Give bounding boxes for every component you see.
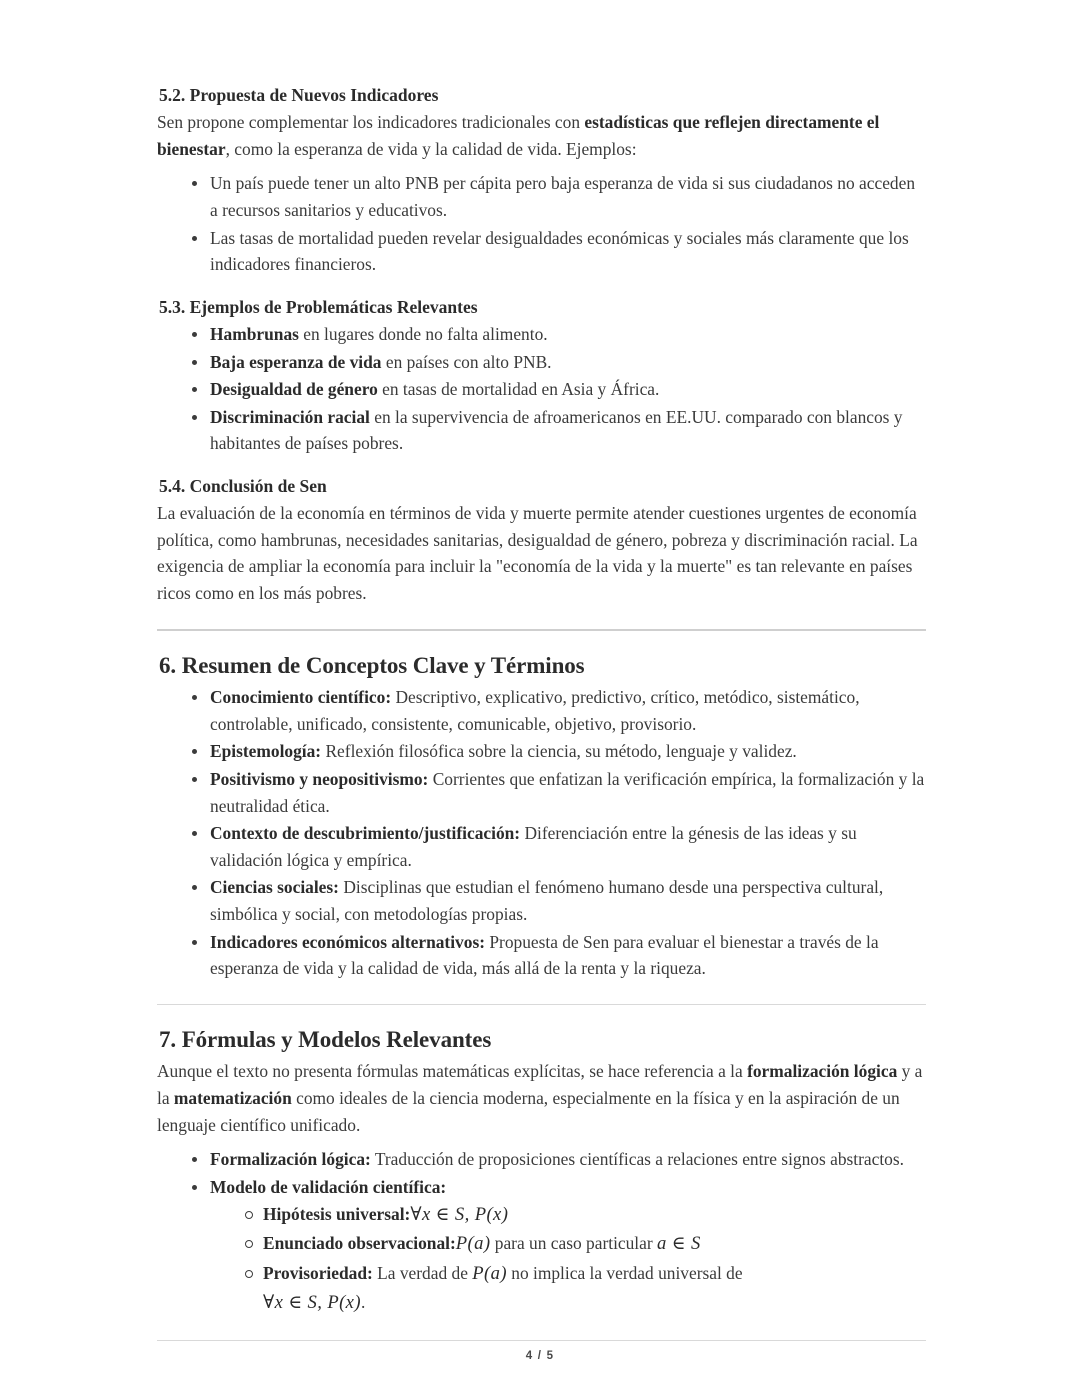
list-item-term: Positivismo y neopositivismo: [210,768,429,789]
list-item-term: Desigualdad de género [210,379,378,400]
section-5-3-list [157,321,925,457]
section-7-sublist [210,1201,925,1318]
list-item [157,349,925,376]
list-item [157,1174,925,1318]
section-5-3-heading: 5.3. Ejemplos de Problemáticas Relevantes [159,296,478,317]
list-item-text: Reflexión filosófica sobre la ciencia, su método, lenguaje y validez. [321,741,797,762]
section-6 [157,651,925,982]
sub-list-item-text: para un caso particular [490,1233,658,1254]
sub-list-item-term: Provisoriedad: [263,1263,373,1284]
sub-list-item-period: . [360,1291,366,1312]
para-text-part2: y a la [157,1061,923,1109]
sub-list-item [210,1230,925,1259]
list-item [157,321,925,348]
section-7-list [157,1146,925,1318]
list-item-text: Propuesta de Sen para evaluar el bienestar a través de la esperanza de vida y la calidad de vida, más allá de la renta y la riqueza. [210,931,879,979]
list-item-term: Formalización lógica: [210,1149,371,1170]
list-item-term: Indicadores económicos alternativos: [210,931,486,952]
list-item-term: Epistemología: [210,741,322,762]
section-divider-bottom [157,1340,926,1341]
list-item-term: Hambrunas [210,323,299,344]
list-item: Un país puede tener un alto PNB per cápita pero baja esperanza de vida si sus ciudadanos no acceden a recursos sanitarios y educativos. [157,170,925,223]
list-item [157,929,925,982]
list-item [157,820,925,873]
sub-list-item [210,1260,925,1318]
para-tail-text: , como la esperanza de vida y la calidad de vida. Ejemplos: [225,138,637,159]
sub-list-item-text-2: no implica la verdad universal de [506,1263,743,1284]
list-item-text: Traducción de proposiciones científicas a relaciones entre signos abstractos. [370,1149,904,1170]
list-item-text: Diferenciación entre la génesis de las ideas y su validación lógica y empírica. [210,823,857,870]
list-item-term: Baja esperanza de vida [210,351,382,372]
section-5-2-heading: 5.2. Propuesta de Nuevos Indicadores [159,85,439,105]
list-item [157,766,925,819]
math-expression-a-in-s: a ∈ S [657,1233,701,1255]
list-item [157,874,925,927]
list-item [157,738,925,765]
math-expression-universal-hypothesis-2: ∀x ∈ S, P(x) [263,1291,361,1313]
list-item-text: Corrientes que enfatizan la verificación empírica, la formalización y la neutralidad ética. [210,768,925,816]
section-5-4-heading: 5.4. Conclusión de Sen [159,476,327,497]
para-bold-term-2: matematización [173,1088,292,1109]
section-6-list [157,684,925,982]
list-item: Las tasas de mortalidad pueden revelar desigualdades económicas y sociales más claramente que los indicadores financieros. [157,225,925,278]
section-5-3 [157,296,925,457]
list-item-text: en países con alto PNB. [381,351,552,372]
list-item-term: Conocimiento científico: [210,687,392,708]
section-divider [157,1004,926,1005]
section-7 [157,1025,925,1318]
sub-list-item-term: Hipótesis universal: [263,1203,411,1224]
list-item [157,404,925,457]
list-item-text: Disciplinas que estudian el fenómeno humano desde una perspectiva cultural, simbólica y social, con metodologías propias. [210,877,884,925]
math-expression-p-of-a: P(a) [455,1233,491,1255]
para-bold-term: estadísticas que reflejen directamente el bienestar [157,112,880,159]
list-item-text: en lugares donde no falta alimento. [298,323,548,344]
para-lead-text: Sen propone complementar los indicadores tradicionales con [157,112,585,133]
list-item-term: Contexto de descubrimiento/justificación: [210,823,521,844]
section-divider [157,629,926,631]
list-item-term: Discriminación racial [210,406,370,427]
para-text-part3: como ideales de la ciencia moderna, especialmente en la física y en la aspiración de un lenguaje científico unificado. [157,1088,900,1135]
list-item [157,684,925,737]
list-item-text: Descriptivo, explicativo, predictivo, crítico, metódico, sistemático, controlable, unificado, consistente, comunicable, objetivo, provisorio. [210,687,860,734]
page-footer: 4 / 5 [525,1350,555,1362]
list-item-text: en la supervivencia de afroamericanos en EE.UU. comparado con blancos y habitantes de países pobres. [210,406,903,454]
section-5-2-list [157,170,925,278]
section-7-paragraph [157,1058,925,1138]
list-item-term: Ciencias sociales: [210,877,339,898]
section-6-heading: 6. Resumen de Conceptos Clave y Términos [159,652,585,678]
list-item-term: Modelo de validación científica: [210,1176,447,1197]
section-7-heading: 7. Fórmulas y Modelos Relevantes [159,1026,492,1052]
sub-list-item [210,1201,925,1230]
list-item [157,1146,925,1173]
section-5-2 [157,84,925,278]
sub-list-item-text-1: La verdad de [372,1263,473,1284]
math-expression-p-of-a-2: P(a) [472,1263,507,1285]
sub-list-item-term: Enunciado observacional: [263,1233,456,1254]
list-item [157,376,925,403]
para-text-part1: Aunque el texto no presenta fórmulas matemáticas explícitas, se hace referencia a la [157,1061,748,1082]
list-item-text: en tasas de mortalidad en Asia y África. [377,379,660,400]
para-bold-term-1: formalización lógica [747,1061,898,1082]
section-5-4-paragraph: La evaluación de la economía en términos de vida y muerte permite atender cuestiones urgentes de economía política, como hambrunas, necesidades sanitarias, desigualdad de género, pobreza y discriminación racial. La exigencia de ampliar la economía para incluir la "economía de la vida y la muerte" es tan relevante en países ricos como en los más pobres. [157,503,918,604]
section-5-2-paragraph [157,109,925,162]
math-expression-universal-hypothesis: ∀x ∈ S, P(x) [410,1203,509,1225]
section-5-4 [157,475,925,607]
